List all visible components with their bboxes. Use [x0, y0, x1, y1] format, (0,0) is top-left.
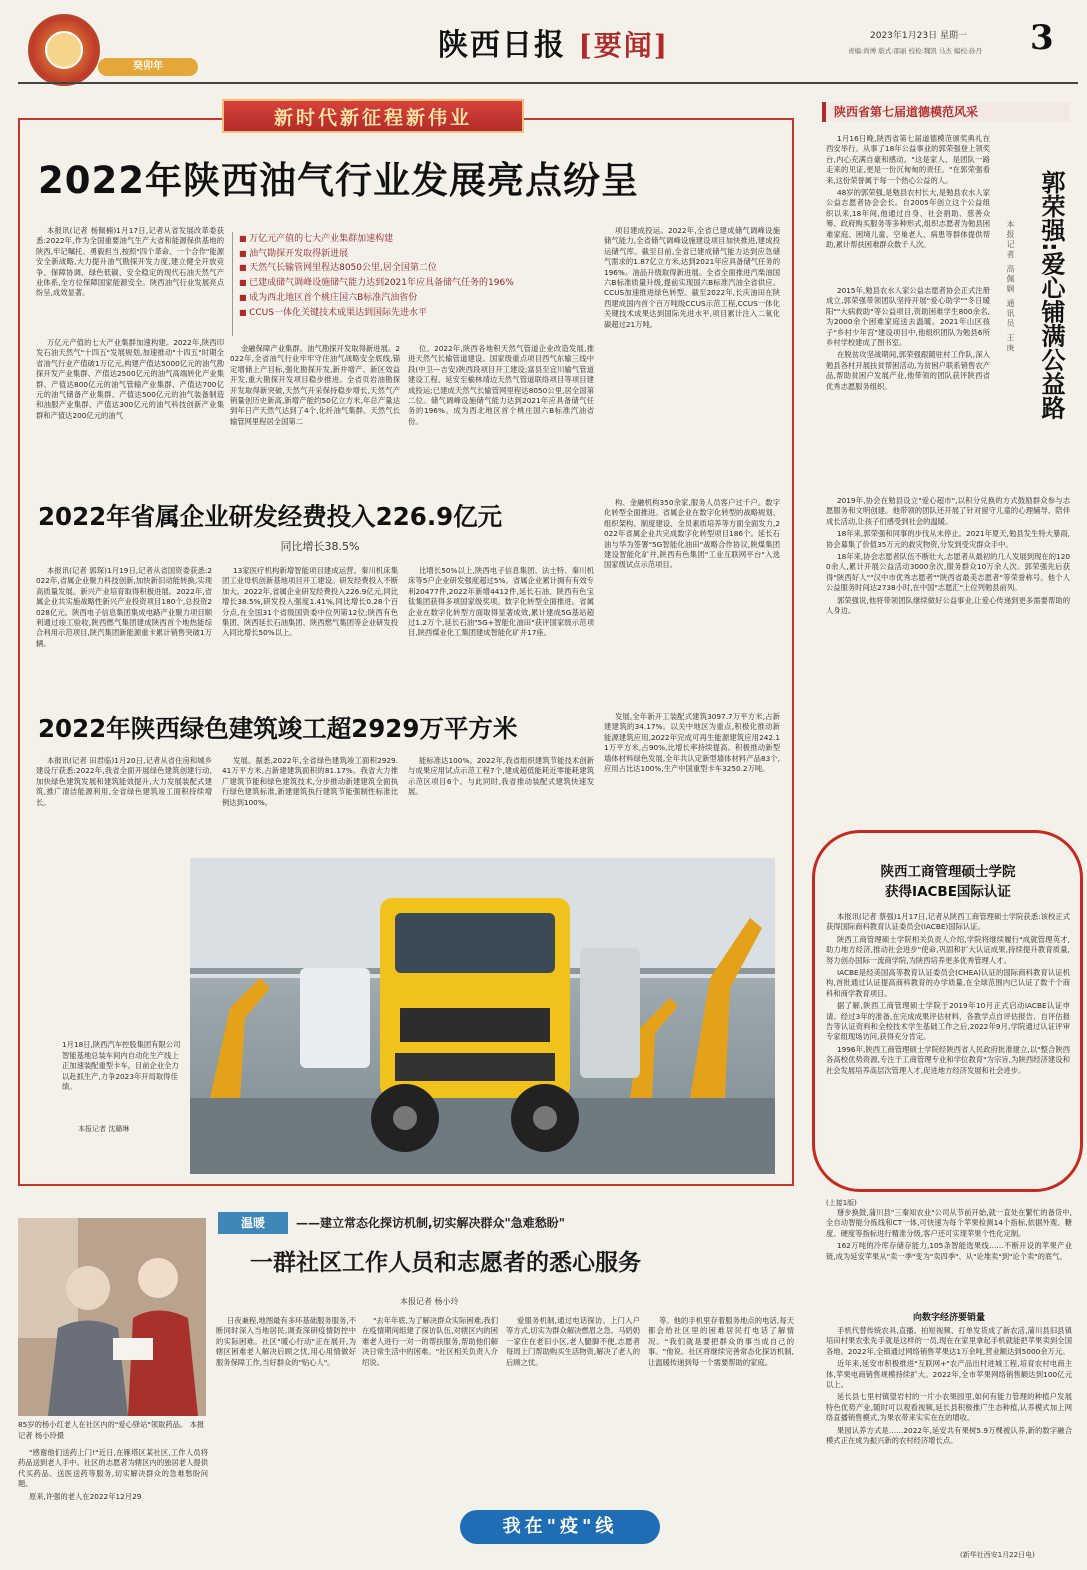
highlight-item: ■ 油气勘探开发取得新进展 — [239, 247, 594, 262]
sidebar-tag: 陕西省第七届道德模范风采 — [822, 102, 1070, 122]
sidebar-headline: 郭荣强:爱心铺满公益路 — [1037, 170, 1065, 420]
page-header — [18, 14, 1078, 84]
elder-photo-illustration — [18, 1218, 206, 1416]
elder-community-photo — [18, 1218, 206, 1416]
iacbe-body: 本报讯(记者 蔡强)1月17日,记者从陕西工商管理硕士学院获悉:该校正式获得国际商科教育认证委员会(IACBE)国际认证。 陕西工商管理硕士学院相关负责人介绍,学院将继续履行"成就管理英才,助力地方经济,推动社会进步"使命,巩固和扩大认证成果,持续提升教育质量,努力创办国际一流商学院,为陕西培养更多优秀管理人才。 IACBE是经美国高等教育认证委员会(CHEA)认证的国际商科教育认证机构,首批通过认证提高商科教育的办学质量,在全球范围内已认证了数千个商科和商学教育项目。 据了解,陕西工商管理硕士学院于2019年10月正式启动IACBE认证申请。经过3年的准备,在完成成果评估材料、各教学点自评估报告、自评估报告等认证资料和全校技术学生基础工作之后,2022年9月,学院通过认证评审专家组现场访问,获得充分肯定。 1996年,陕西工商管理硕士学院经陕西省人民政府批准建立,以"整合陕西各高校优势资源,专注于工商管理专业和学位教育"为宗旨,为陕西经济建设和社会发展培养高层次管理人才,促进地方经济发展和社会进步。 — [826, 912, 1070, 1075]
article3-headline: 2022年陕西绿色建筑竣工超2929万平方米 — [38, 714, 518, 743]
year-badge: 癸卯年 — [98, 58, 198, 76]
article2-col4: 构、金融机构350余家,服务人员客户过千户。数字化转型全面推进。省属企业在数字化转型的战略规划、组织架构、制度建设、全员素质培养等方面全面发力,2022年省属企业共完成数字化转型项目186个。延长石油与华为签署"5G智能化油田"战略合作协议,陕煤集团建设智能化矿井,陕西有色集团"工业互联网平台"入选国家级试点示范项目。 — [604, 498, 780, 570]
highlight-item: ■ 天然气长输管网里程达8050公里,居全国第二位 — [239, 261, 594, 276]
article4-col3: 爱服务机制,通过电话探访、上门入户等方式,切实为群众解决燃眉之急。马奶奶一家住在老旧小区,老人腿脚不便,志愿者每周上门帮助购买生活物资,解决了老人的后顾之忧。 — [506, 1316, 640, 1367]
truck-factory-photo — [190, 858, 775, 1174]
feature-banner: 新时代新征程新伟业 — [222, 99, 524, 133]
article1-col4: 项目建成投运。2022年,全省已建成储气调峰设施储气能力,全省储气调峰设施建设项目加快推进,建成投运储气库。截至目前,全省已建成储气能力达到应急储气需求的1.87亿立方米,达到2021年应具备储气任务的196%。油品升级取得新进展。全省全面推进汽柴油国六B标准质量升级,提前实现国六B标准汽油全省供应。CCUS加速推进绿色转型。截至2022年,长庆油田在陕西建成国内首个百万吨级CCUS示范工程,CCUS一体化关键技术成果达到国际先进水平,项目累计注入二氧化碳超过21万吨。 — [604, 226, 780, 329]
article4-headline: 一群社区工作人员和志愿者的悉心服务 — [250, 1250, 641, 1276]
article3-col3: 能标准达100%。2022年,我省组织建筑节能技术创新与成果应用试点示范工程7个,建成超低能耗近零能耗建筑示范区项目6个。与此同时,我省推动装配式建筑快速发展。 — [408, 756, 594, 797]
article4-tagline — [218, 1212, 792, 1234]
article2-headline: 2022年省属企业研发经费投入226.9亿元 — [38, 502, 503, 531]
issue-date: 2023年1月23日 星期一 — [870, 31, 967, 41]
article2-col3: 比增长50%以上,陕西电子信息集团、法士特、秦川机床等5户企业研发强度超过5%。省属企业累计拥有有效专利20477件,2022年新增4412件,延长石油、陕西有色宝钛集团获得多项国家级奖项。数字化转型全面推进。省属企业在数字化转型方面取得显著成效,累计建成5G基站超过1.2万个,延长石油"5G+智能化油田"获评国家级示范项目,陕西煤业化工集团建成智能化矿井17座。 — [408, 566, 594, 638]
elder-photo-caption: 85岁的杨小红老人在社区内的"爱心驿站"领取药品。 本报记者 杨小玲摄 — [18, 1420, 205, 1440]
column-tag: 温暖 — [218, 1212, 288, 1234]
editor-credits: 责编:尚博 版式:邵丽 校检:魏凯 马杰 编校:孙丹 — [848, 47, 983, 55]
sidebar-col-mid: 2015年,勉县农水人家公益志愿者协会正式注册成立,郭荣强带领团队坚持开展"爱心助学""冬日暖阳""大病救助"等公益项目,资助困难学生800余名,为2000余个困难家庭送去温暖。2021年山区孩子"乡村少年宫"建设项目中,他组织团队为勉县6所乡村学校建成了图书室。 在脱贫攻坚战期间,郭荣强跟随驻村工作队,深入勉县各村开展扶贫帮困活动,为贫困户联系销售农产品,帮助贫困户发展产业,他带领的团队获评陕西省优秀志愿服务组织。 — [826, 286, 990, 391]
page-number: 3 — [1030, 18, 1054, 58]
article3-col1: 本报讯(记者 田君临)1月20日,记者从省住房和城乡建设厅获悉:2022年,我省全面开展绿色建筑创建行动,加快绿色建筑发展和建筑能效提升,大力发展装配式建筑,推广清洁能源利用,全省绿色建筑竣工面积持续增长。 — [36, 756, 212, 807]
article1-headline: 2022年陕西油气行业发展亮点纷呈 — [38, 159, 639, 202]
highlight-item: ■ 万亿元产值的七大产业集群加速构建 — [239, 232, 594, 247]
article4-subtitle: ——建立常态化探访机制,切实解决群众"急难愁盼" — [296, 1216, 566, 1230]
article4-lead: "感谢他们送药上门!"近日,在雁塔区某社区,工作人员将药品送到老人手中。社区的志愿者为辖区内的独居老人提供代买药品、送医送药等服务,切实解决群众的急难愁盼问题。 原来,许强的老人在2022年12月29 — [18, 1448, 208, 1501]
article4-byline: 本报记者 杨小玲 — [400, 1297, 459, 1306]
sidebar-body: 2019年,协会在勉县设立"爱心超市",以积分兑换的方式鼓励群众参与志愿服务和文明创建。他带领的团队还开展了针对留守儿童的心理辅导、陪伴成长活动,让孩子们感受到社会的温暖。 18年来,郭荣强和同事的步伐从未停止。2021年夏天,勉县发生特大暴雨,协会募集了价值35万元的救灾物资,分发到受灾群众手中。 18年来,协会志愿者队伍不断壮大,志愿者从最初的几人发展到现在的1200余人,累计开展公益活动3000余次,服务群众10万余人次。郭荣强先后获得"陕西好人""汉中市优秀志愿者""陕西省最美志愿者"等荣誉称号。他个人公益服务时间达2738小时,在中国"志愿汇"上位列勉县前列。 郭荣强说,他将带领团队继续做好公益事业,让爱心传递到更多需要帮助的人身边。 — [826, 496, 1070, 616]
article1-col3: 位。2022年,陕西各地积天然气管道企业改造发展,推进天然气长输管道建设。国家级重点项目西气东输三线中段(中卫—吉安)陕西段项目开工建设;富县至宜川输气管道建设工程、延安至榆林靖边天然气管道联络项目等项目建成投运;已建成天然气长输管网里程达8050公里,居全国第二位。储气调峰设施储气能力达到2021年应具备储气任务的196%。成为西北地区首个桃庄国六B标准汽油省份。 — [408, 344, 594, 426]
continued-body: 手机代替传统农具,直播、拍短视频、打单发货成了新农活,蒲川县旧县镇培田村果农张先手就是这样的一员,现在在家里拿起手机就能把苹果卖到全国各地。2022年,全镇通过网络销售苹果达1万余吨,营业额达到5000余万元。 近年来,延安市积极推进"互联网+"农产品出村进城工程,培育农村电商主体,苹果电商销售规模持续扩大。2022年,全市苹果网络销售额达到100亿元以上。 延长县七里村镇望岩村的一片小农果园里,如何有能力管理的种植户发展特色优势产业,随时可以观看视频,延长县积极推广生态种植,认养模式加上网络直播销售模式,为果农带来实实在在的增收。 果园认养方式是……2022年,延安共有果树5.9万棵被认养,新的数字融合模式正在成为振兴新的农村经济增长点。 — [826, 1326, 1072, 1446]
continued-article: (上接1版) 掰步换鼓,蒲川县"三秦知农业"公司从节前开始,就一直处在繁忙的备货中,全自动智能分拣线和CT一体,可快速为每个苹果检测14个指标,依据外观、糖度、硬度等指标进行精准分级,客户还可实现苹果个性化定制。 162万吨的冷库存储存能力,105条智能选果线……不断开设的苹果产业链,成为延安苹果从"卖一季"变为"卖四季"、从"论堆卖"到"论个卖"的底气。 — [826, 1199, 1072, 1261]
highlight-item: ■ 成为西北地区首个桃庄国六B标准汽油省份 — [239, 291, 594, 306]
article1-lead: 本报讯(记者 杨佩楠)1月17日,记者从省发展改革委获悉:2022年,作为全国重要油气生产大省和能源保供基地的陕西,牢记嘱托、勇毅担当,按照"四个革命、一个合作"能源安全新战略,大力提升油气勘探开发力度,建立健全开放竞争、保障协调、绿色低碳、安全稳定的现代石油天然气产业体系,全方位保障国家能源安全。陕西油气行业发展亮点纷呈,成效显著。 — [36, 226, 224, 298]
iacbe-headline: 陕西工商管理硕士学院 获得IACBE国际认证 — [880, 864, 1016, 900]
highlight-item: ■ 已建成储气调峰设施储气能力达到2021年应具备储气任务的196% — [239, 276, 594, 291]
masthead — [438, 20, 669, 64]
header-rule — [18, 82, 1078, 84]
article3-col4: 发展,全年新开工装配式建筑3097.7万平方米,占新建建筑的34.17%。以关中地区为重点,积极化推动新能源建筑应用,2022年完成可再生能源建筑应用242.11万平方米,占90%,比增长率持续提高。积极推动新型墙体材料绿色发展,全年共认定新型墙体材料产品83个,应用占比达100%,生产中国重型卡车3250.2万吨。 — [604, 712, 780, 774]
truck-factory-illustration — [190, 858, 775, 1174]
photo-caption: 1月18日,陕西汽车控股集团有限公司智能基地总装车间内自动化生产线上正加速装配重型卡车。目前企业全力以赴抓生产,力争2023年开局取得佳绩。 — [62, 1040, 181, 1092]
continued-section-head: 向数字经济要销量 — [912, 1313, 985, 1323]
article2-col2: 13家医疗机构新增智能项目建成运营。秦川机床集团工业母机创新基地项目开工建设。研发经费投入不断加大。2022年,省属企业研发经费投入226.9亿元,同比增长38.5%,研发投入强度1.41%,同比增长0.28个百分点,在全国31个省级国资委中位列第12位;陕西有色集团、陕西延长石油集团、陕西燃气集团等企业研发投入同比增长50%以上。 — [222, 566, 398, 638]
article1-col1: 万亿元产值的七大产业集群加速构建。2022年,陕西印发石油天然气"十四五"发展规划,加速推动"十四五"时期全省油气行业产值破1万亿元,构建产值达5000亿元的油气勘探开发产业集群、产值达2500亿元的油气高端转化产业集群、产值达800亿元的油气管输产业集群、产值达700亿元的油气储备产业集群、产值达500亿元的油气装备制造和油服产业集群、产值达300亿元的油气科技创新产业集群和产值达200亿元的油气 — [36, 338, 224, 420]
article4-col2: "去年年底,为了解决群众实际困难,我们在疫情期间组建了探访队伍,对辖区内的困难老人进行一对一的帮扶服务,帮助他们解决日常生活中的困难。"社区相关负责人介绍说。 — [362, 1316, 498, 1367]
article4-col4: 等。他的手机里存着服务地点的电话,每天都会给社区里的困难居民打电话了解情况。"我们就是要把群众的事当成自己的事。"他说。社区将继续完善常态化探访机制,让温暖传递到每一个需要帮助的家庭。 — [648, 1316, 794, 1367]
section-name: [要闻] — [578, 29, 669, 62]
article4-col1: 日夜兼程,地图最有多环基础服务服务,不断同时深入当地居民,调查深研疫情防控中的实际困难。社区"暖心行动"正在展开,为辖区困难老人解决后顾之忧,用心用情做好服务保障工作,当好群众的"贴心人"。 — [216, 1316, 356, 1367]
campaign-badge: 我在"疫"线 — [460, 1510, 660, 1544]
paper-name: 陕西日报 — [438, 28, 566, 63]
article2-subtitle: 同比增长38.5% — [280, 540, 360, 553]
highlight-item: ■ CCUS一体化关键技术成果达到国际先进水平 — [239, 306, 594, 321]
article3-col2: 发展。据悉,2022年,全省绿色建筑竣工面积2929.41万平方米,占新建建筑面积的81.17%。我省大力推广建筑节能和绿色建筑技术,分步推动新建建筑全面执行绿色建筑标准,新建建筑执行建筑节能强制性标准比例达到100%。 — [222, 756, 398, 807]
article1-col2: 金融保障产业集群。油气勘探开发取得新进展。2022年,全省油气行业牢牢守住油气战略安全底线,锚定增储上产目标,强化勘探开发,新井增产、新区效益开发,重大勘探开发项目稳步推进。全省页岩油勘探开发取得新突破,天然气开采保持稳步增长,天然气产销量创历史新高,新增产能约50亿立方米,年总产量达到年日产天然气达到了4个,化纤油气集群。天然气长输管网里程居全国第二 — [230, 344, 400, 426]
article1-highlights — [232, 232, 594, 336]
photo-credit: 本报记者 沈璐琳 — [78, 1125, 130, 1133]
rabbit-year-logo-icon — [28, 14, 100, 86]
sidebar-byline: 本报记者 高佩娴 通讯员 王庚 — [1006, 220, 1015, 354]
continued-credit: (新华社西安1月22日电) — [960, 1551, 1035, 1559]
article2-col1: 本报讯(记者 郭琛)1月19日,记者从省国资委获悉:2022年,省属企业聚力科技创新,加快新旧动能转换,实现高质量发展。新兴产业培育取得积极进展。2022年,省属企业共实施战略性新兴产业投资项目180个,总投资2028亿元。陕西电子信息集团集成电路产业聚力项目顺利通过竣工验收,陕西燃气集团建成陕西首个地热能综合利用示范项目,陕汽集团新能源重卡累计销售突破1万辆。 — [36, 566, 212, 648]
sidebar-intro: 1月16日晚,陕西省第七届道德模范颁奖典礼在西安举行。从事了18年公益事业的郭荣强登上领奖台,内心充满自豪和感动。"这是家人、是团队一路走来的见证,更是一份沉甸甸的责任。"在郭荣强看来,这份荣誉属于每一个热心公益的人。 48岁的郭荣强,是勉县农村长大,是勉县农水人家公益志愿者协会会长。自2005年创立这个公益组织以来,18年间,他通过自身、社会捐助、慈善众筹、政府购买服务等多种形式,组织志愿者为勉县困难家庭、困境儿童、空巢老人、病患等群体提供帮助,累计帮扶困难群众数千人次。 — [826, 134, 990, 250]
